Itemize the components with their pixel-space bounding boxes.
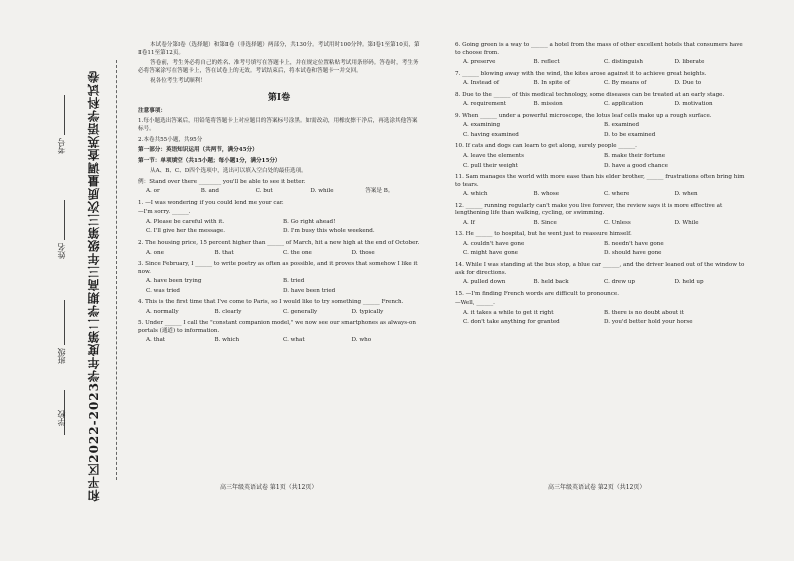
option: C. I'll give her the message. [146,228,226,235]
page-1 [138,42,420,349]
example-option: C. but [255,188,273,195]
options [146,250,420,258]
option: D. While [674,219,699,226]
options [463,101,745,109]
option: B. whose [533,191,560,198]
school-label: 学校 [57,410,66,426]
option: D. Due to [674,80,702,87]
id-label: 考号 [57,138,66,154]
question-stem: 1. —I was wondering if you could lend me your car. [138,199,284,206]
options [146,278,420,295]
options [463,220,745,228]
option: C. what [283,337,305,344]
class-label: 班级 [57,348,66,364]
question-stem: 4. This is the first time that I've come to Paris, so I would like to try something ______ French. [138,299,404,306]
option: A. examining [463,122,501,129]
option: C. distinguish [604,59,643,66]
option: C. might have gone [463,250,518,257]
options [146,337,420,345]
options [463,80,745,88]
example-option: A. or [146,188,160,195]
option: A. it takes a while to get it right [463,309,554,316]
question-stem: 6. Going green is a way to ______ a hotel from the mass of other excellent hotels that consumers have to choose from. [455,42,743,56]
options [463,122,745,139]
example-answer: 答案是 B。 [365,188,394,195]
wish-text: 祝各位考生考试顺利！ [150,78,206,85]
options [146,219,420,236]
section-1-desc: 从A、B、C、D四个选项中，选出可以填入空白处的最佳选项。 [150,168,307,175]
option: C. generally [283,308,318,315]
option: A. have been trying [146,278,202,285]
example-option: D. while [310,188,334,195]
question-stem: 2. The housing price, 15 percent higher than ______ of March, hit a new high at the end of October. [138,239,420,246]
section-1a-title: 第一节：单项填空（共15小题；每小题1分，满分15分） [138,157,281,164]
option: D. have been tried [283,287,336,294]
option: A. couldn't have gone [463,240,525,247]
option: A. requirement [463,101,507,108]
option: A. pulled down [463,279,506,286]
options [463,241,745,258]
option: A. If [463,219,475,226]
option: C. pull their weight [463,162,518,169]
option: B. Since [533,219,557,226]
option: B. mission [533,101,563,108]
page-footer: 高三年级英语试卷 第2页（共12页） [548,484,646,491]
option: C. By means of [604,80,647,87]
question-stem: —I'm sorry. ______. [138,209,191,216]
option: A. normally [146,308,179,315]
question-stem: 5. Under ______ I call the "constant companion model," we now see our smartphones as always-on portals (通道) to information. [138,320,416,334]
options [146,309,420,317]
option: A. that [146,337,166,344]
class-underline [64,300,65,345]
notice-title: 注意事项： [138,107,166,114]
exam-title-vertical: 和平区2022-2023学年度第二学期高三年级第三次质量调查英语学科试卷 [87,70,101,502]
question-stem: 9. When ______ under a powerful microscope, the lotus leaf cells make up a rough surface. [455,112,712,119]
option: B. clearly [214,308,242,315]
option: B. In spite of [533,80,570,87]
option: D. should have gone [604,250,662,257]
option: C. having examined [463,131,519,138]
option: A. one [146,249,164,256]
option: D. held up [674,279,704,286]
option: D. have a good chance [604,162,668,169]
question-stem: 8. Due to the ______ of this medical technology, some diseases can be treated at an early stage. [455,91,725,98]
option: B. make their fortune [604,153,666,160]
question-stem: 13. He ______ to hospital, but he went just to reassure himself. [455,231,632,238]
question-stem: 10. If cats and dogs can learn to get along, surely people ______. [455,143,637,150]
option: A. preserve [463,59,496,66]
notice-2: 2.本卷共55小题，共95分 [138,136,203,143]
option: A. Instead of [463,80,499,87]
option: B. that [214,249,234,256]
question-stem: —Well, ______. [455,300,495,307]
option: A. Please be careful with it. [146,218,225,225]
option: D. to be examined [604,131,656,138]
question-list [455,42,745,327]
example-stem: 例：Stand over there ________ you'll be able to see it better. [138,178,306,185]
intro-paragraph-2: 答卷前，考生务必将自己的姓名、准考号填写在答题卡上，并在规定位置粘贴考试用条形码。答卷时，考生务必将答案涂写在答题卡上，答在试卷上的无效。考试结束后，将本试卷和答题卡一并交回。 [138,60,419,74]
option: A. which [463,191,488,198]
option: C. Unless [604,219,631,226]
option: C. the one [283,249,312,256]
options [463,310,745,327]
option: D. when [674,191,698,198]
name-underline [64,200,65,240]
option: B. which [214,337,240,344]
page-2 [455,42,745,331]
example-options [146,188,420,196]
option: B. there is no doubt about it [604,309,684,316]
question-stem: 11. Sam manages the world with more ease than his elder brother, ______ frustrations often bring him to tears. [455,174,745,188]
part-1-heading: 第Ⅰ卷 [267,92,291,103]
question-stem: 7. ______ blowing away with the wind, the kites arose against it to achieve great heights. [455,70,707,77]
option: D. I'm busy this whole weekend. [283,228,375,235]
name-label: 姓名 [57,243,66,259]
binding-line [116,60,118,480]
options [463,279,745,287]
question-stem: 15. —I'm finding French words are difficult to pronounce. [455,290,619,297]
page-footer: 高三年级英语试卷 第1页（共12页） [220,484,318,491]
section-1-title: 第一部分：英语知识运用（共两节，满分45分） [138,147,258,154]
id-underline [64,95,65,135]
notice-1: 1.每小题选出答案后，用铅笔将答题卡上对应题目的答案标号涂黑。如需改动，用橡皮擦干净后，再选涂其他答案标号。 [138,118,418,132]
option: D. motivation [674,101,713,108]
options [463,59,745,67]
option: C. application [604,101,644,108]
option: B. tried [283,278,305,285]
option: D. you'd better hold your horse [604,319,693,326]
intro-paragraph-1: 本试卷分第Ⅰ卷（选择题）和第Ⅱ卷（非选择题）两部分，共130分。考试用时100分钟。第Ⅰ卷1至第10页，第Ⅱ卷11至第12页。 [138,42,420,56]
option: C. where [604,191,630,198]
option: B. held back [533,279,569,286]
example-option: B. and [200,188,219,195]
question-stem: 3. Since February, I ______ to write poetry as often as possible, and it proves that somehow I like it now. [138,261,418,275]
question-stem: 14. While I was standing at the bus stop, a blue car ______, and the driver leaned out of the window to ask for directions. [455,262,745,276]
option: B. examined [604,122,640,129]
option: B. Go right ahead! [283,218,336,225]
question-list [138,200,420,345]
options [463,191,745,199]
option: D. those [351,249,375,256]
option: C. don't take anything for granted [463,319,560,326]
question-stem: 12. ______ running regularly can't make you live forever, the review says it is more effective at lengthening life than walking, cycling, or swimming. [455,202,723,217]
option: D. liberate [674,59,705,66]
option: C. drew up [604,279,635,286]
option: D. who [351,337,372,344]
option: C. was tried [146,287,181,294]
option: B. reflect [533,59,560,66]
option: D. typically [351,308,384,315]
options [463,153,745,170]
option: A. leave the elements [463,153,524,160]
option: B. needn't have gone [604,240,664,247]
